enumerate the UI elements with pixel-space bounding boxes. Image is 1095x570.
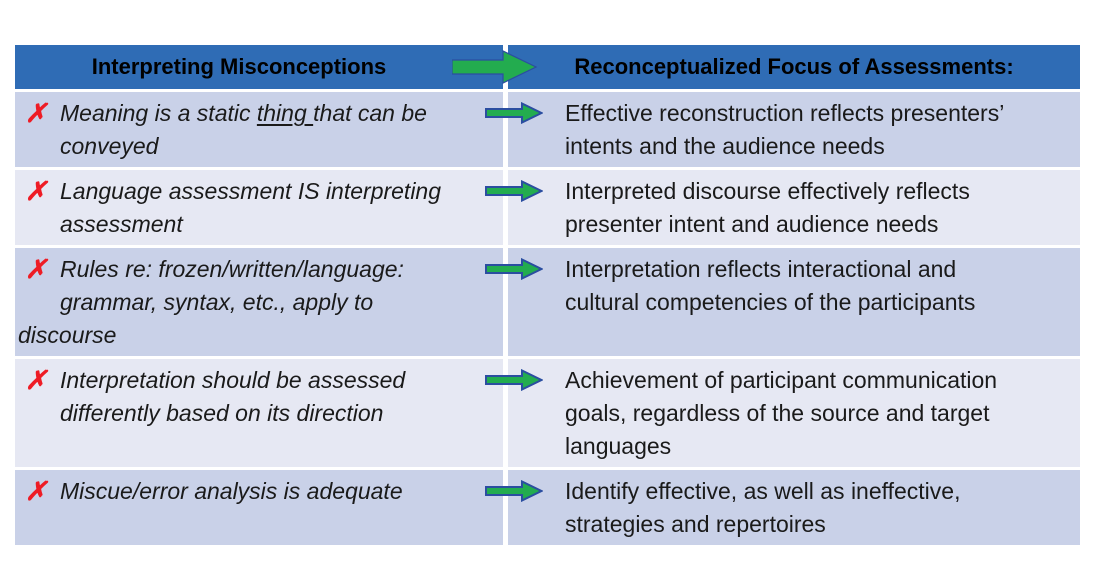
focus-text — [565, 364, 1070, 463]
focus-text — [565, 475, 1070, 541]
misconception-line: conveyed — [60, 133, 159, 159]
misconceptions-table — [15, 45, 1080, 545]
misconception-cell — [15, 248, 503, 356]
header-left-cell — [15, 45, 503, 89]
misconception-line: Rules re: frozen/written/language: — [60, 256, 404, 282]
focus-line: languages — [565, 433, 672, 459]
focus-line: Effective reconstruction reflects presenters’ — [565, 100, 1005, 126]
header-right-label: Reconceptualized Focus of Assessments: — [574, 54, 1014, 79]
focus-cell — [508, 248, 1080, 356]
misconception-line: assessment — [60, 211, 183, 237]
header-arrow-icon — [452, 49, 538, 85]
row-arrow-icon — [485, 258, 543, 280]
focus-line: goals, regardless of the source and target — [565, 400, 990, 426]
misconception-text — [60, 97, 503, 163]
x-mark-icon: ✗ — [25, 176, 47, 206]
focus-line: intents and the audience needs — [565, 133, 885, 159]
focus-line: cultural competencies of the participants — [565, 289, 976, 315]
x-mark-icon: ✗ — [25, 476, 47, 506]
misconception-line: Meaning is a static thing that can be — [60, 100, 427, 126]
focus-line: Achievement of participant communication — [565, 367, 998, 393]
misconception-text — [60, 175, 503, 241]
focus-cell — [508, 359, 1080, 467]
misconception-line: grammar, syntax, etc., apply to — [60, 289, 374, 315]
misconception-text — [18, 253, 503, 352]
misconception-line: Interpretation should be assessed — [60, 367, 406, 393]
header-row — [15, 45, 1080, 89]
table-body — [15, 92, 1080, 545]
focus-line: presenter intent and audience needs — [565, 211, 939, 237]
focus-cell — [508, 470, 1080, 545]
misconception-text — [60, 364, 503, 430]
table-row — [15, 470, 1080, 545]
x-mark-icon: ✗ — [25, 365, 47, 395]
focus-cell — [508, 92, 1080, 167]
misconception-cell — [15, 170, 503, 245]
misconception-line: Language assessment IS interpreting — [60, 178, 442, 204]
row-arrow-icon — [485, 480, 543, 502]
focus-line: strategies and repertoires — [565, 511, 826, 537]
misconception-text — [60, 475, 503, 508]
focus-cell — [508, 170, 1080, 245]
misconception-cell — [15, 92, 503, 167]
misconception-line: differently based on its direction — [60, 400, 384, 426]
row-arrow-icon — [485, 180, 543, 202]
focus-text — [565, 97, 1070, 163]
row-arrow-icon — [485, 102, 543, 124]
focus-line: Identify effective, as well as ineffective, — [565, 478, 961, 504]
x-mark-icon: ✗ — [25, 254, 47, 284]
table-row — [15, 359, 1080, 467]
header-right-cell — [508, 45, 1080, 89]
focus-line: Interpreted discourse effectively reflects — [565, 178, 970, 204]
misconception-cell — [15, 359, 503, 467]
table-row — [15, 248, 1080, 356]
focus-line: Interpretation reflects interactional and — [565, 256, 957, 282]
table-row — [15, 170, 1080, 245]
focus-text — [565, 253, 1070, 319]
x-mark-icon: ✗ — [25, 98, 47, 128]
header-left-label: Interpreting Misconceptions — [91, 54, 387, 79]
table-row — [15, 92, 1080, 167]
row-arrow-icon — [485, 369, 543, 391]
misconception-cell — [15, 470, 503, 545]
misconception-line: discourse — [18, 322, 117, 348]
misconception-line: Miscue/error analysis is adequate — [60, 478, 403, 504]
focus-text — [565, 175, 1070, 241]
